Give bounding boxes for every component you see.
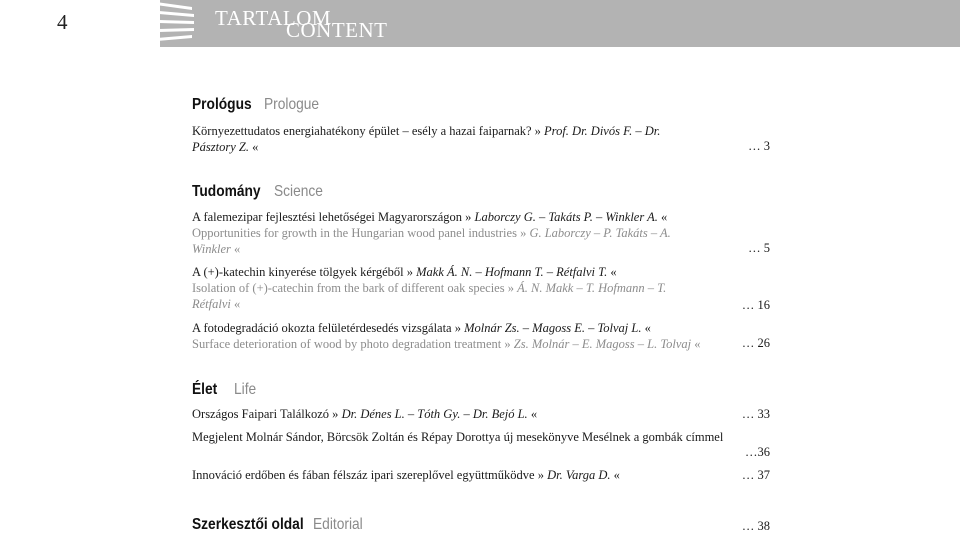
section-title-hu: Szerkesztői oldal	[192, 516, 304, 533]
toc-entry-5[interactable]	[192, 406, 732, 422]
page-number-box	[0, 0, 160, 47]
page-ref-8[interactable]: … 38	[741, 519, 770, 533]
entry-title-en: Opportunities for growth in the Hungarian wood panel industries »	[192, 226, 530, 240]
entry-authors-en: Á. N. Makk – T. Hofmann – T. Rétfalvi	[192, 281, 667, 311]
page-ref-7[interactable]: … 37	[741, 468, 770, 482]
section-title-en: Prologue	[264, 96, 320, 113]
entry-title: Innováció erdőben és fában félszáz ipari szereplővel együttműködve »	[192, 468, 548, 482]
page-number: 4	[57, 10, 68, 34]
entry-end-mark: «	[607, 265, 617, 279]
entry-authors-en: G. Laborczy – P. Takáts – A. Winkler	[192, 226, 671, 256]
entry-authors-en: Zs. Molnár – E. Magoss – L. Tolvaj	[513, 337, 692, 351]
entry-authors: Makk Á. N. – Hofmann T. – Rétfalvi T.	[416, 265, 608, 279]
entry-authors: Prof. Dr. Divós F. – Dr. Pásztory Z.	[192, 124, 661, 154]
entry-end-mark: «	[248, 140, 259, 154]
toc-entry-6[interactable]	[192, 429, 727, 445]
section-title-en: Science	[274, 183, 323, 200]
title-hungarian: TARTALOM	[215, 6, 332, 30]
page-ref-6[interactable]: …36	[745, 445, 770, 459]
section-title-en: Life	[234, 381, 257, 398]
title-english: CONTENT	[286, 18, 388, 42]
section-title-en: Editorial	[313, 516, 363, 533]
section-heading-life	[192, 381, 257, 403]
page-ref-5[interactable]: … 33	[741, 407, 770, 421]
section-heading-prologue	[192, 96, 320, 118]
entry-end-mark-en: «	[691, 337, 701, 351]
entry-title: Környezettudatos energiahatékony épület – esély a hazai faiparnak? »	[192, 124, 545, 138]
entry-authors: Laborczy G. – Takáts P. – Winkler A.	[474, 210, 658, 224]
entry-title: A (+)-katechin kinyerése tölgyek kérgéből »	[192, 265, 417, 279]
entry-title: A fotodegradáció okozta felületérdesedés vizsgálata »	[192, 321, 465, 335]
entry-authors: Molnár Zs. – Magoss E. – Tolvaj L.	[464, 321, 642, 335]
entry-end-mark: «	[641, 321, 651, 335]
section-title-hu: Tudomány	[192, 183, 261, 200]
toc-entry-7[interactable]	[192, 467, 732, 483]
section-heading-science	[192, 183, 323, 205]
toc-entry-3[interactable]	[192, 264, 702, 312]
entry-authors: Dr. Varga D.	[547, 468, 611, 482]
entry-end-mark: «	[610, 468, 620, 482]
entry-title-en: Isolation of (+)-catechin from the bark of different oak species »	[192, 281, 518, 295]
entry-end-mark-en: «	[230, 297, 241, 311]
toc-entry-4[interactable]	[192, 320, 732, 352]
section-heading-editorial	[192, 516, 363, 538]
page-ref-2[interactable]: … 5	[748, 241, 770, 255]
entry-end-mark: «	[527, 407, 538, 421]
page-ref-3[interactable]: … 16	[741, 298, 770, 312]
entry-end-mark: «	[657, 210, 668, 224]
entry-title: Megjelent Molnár Sándor, Börcsök Zoltán és Répay Dorottya új mesekönyve Mesélnek a gombák címmel	[192, 430, 724, 444]
toc-entry-2[interactable]	[192, 209, 692, 257]
entry-title-en: Surface deterioration of wood by photo degradation treatment »	[192, 337, 514, 351]
section-title-hu: Élet	[192, 381, 218, 398]
entry-title: Országos Faipari Találkozó »	[192, 407, 342, 421]
entry-authors: Dr. Dénes L. – Tóth Gy. – Dr. Bejó L.	[341, 407, 528, 421]
page-ref-4[interactable]: … 26	[741, 336, 770, 350]
header-bar	[0, 0, 960, 47]
toc-entry-1[interactable]	[192, 123, 682, 155]
stripes-decoration	[150, 0, 200, 47]
page-ref-1[interactable]: … 3	[748, 139, 770, 153]
entry-end-mark-en: «	[230, 242, 241, 256]
section-title-hu: Prológus	[192, 96, 252, 113]
entry-title: A falemezipar fejlesztési lehetőségei Magyarországon »	[192, 210, 475, 224]
